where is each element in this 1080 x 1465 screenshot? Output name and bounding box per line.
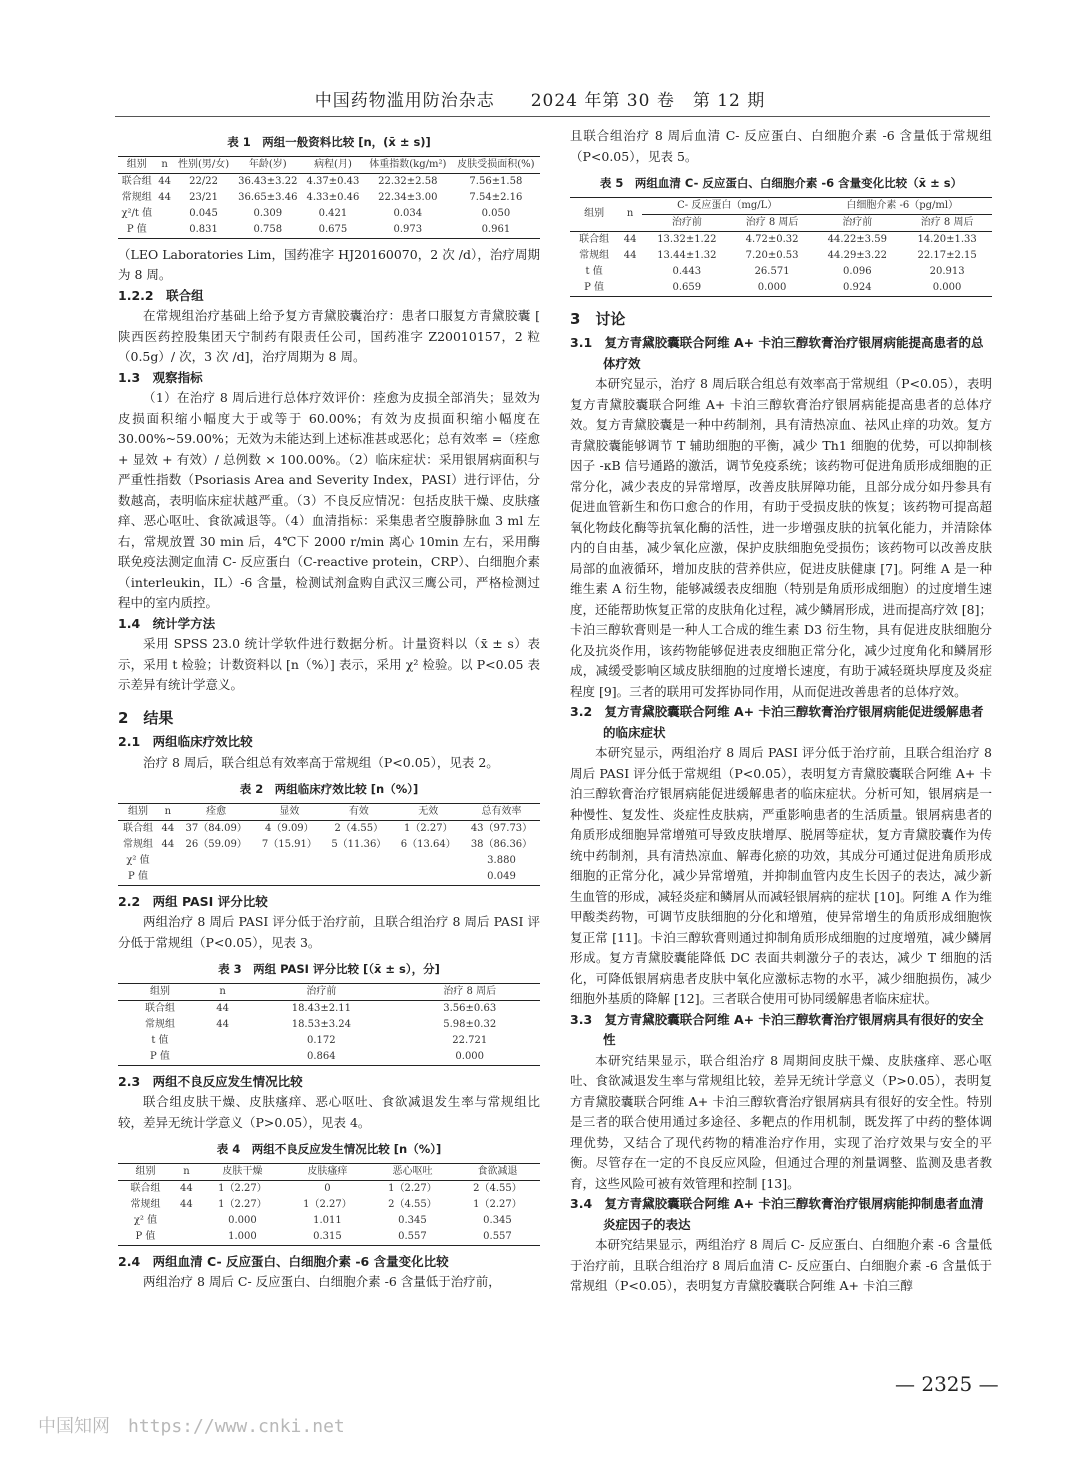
table3 — [118, 983, 540, 1066]
table2-cell — [255, 869, 324, 886]
table1-cell: 4.37±0.43 — [306, 175, 360, 187]
table4-header-cell: 食欲减退 — [477, 1165, 518, 1177]
table3-caption: 表 3 两组 PASI 评分比较 [（x̄ ± s），分] — [218, 962, 440, 976]
table2-cell — [394, 853, 463, 869]
table1-header-cell: n — [161, 158, 168, 170]
table-row — [118, 1180, 540, 1197]
table5-cell: 4.72±0.32 — [745, 233, 799, 245]
para-2-3: 联合组皮肤干燥、皮肤瘙痒、恶心呕吐、食欲减退发生率与常规组比较，差异无统计学意义（P>0.05），见表 4。 — [118, 1094, 540, 1130]
heading-2-2: 2.2 两组 PASI 评分比较 — [118, 893, 268, 909]
table-row — [118, 1213, 540, 1229]
left-column — [118, 126, 540, 1293]
table3-cell: 3.56±0.63 — [443, 1002, 497, 1014]
table5-cell: 7.20±0.53 — [745, 249, 799, 261]
table5-cell: 0.000 — [932, 281, 962, 293]
table5-header-cell: n — [626, 208, 634, 219]
heading-1-3: 1.3 观察指标 — [118, 369, 203, 385]
table2-cell: 44 — [161, 838, 175, 850]
table4-cell: 2（4.55） — [388, 1198, 437, 1210]
table3-cell — [202, 1033, 243, 1049]
table4-cell: 1（2.27） — [303, 1198, 352, 1210]
table4-cell: 0.315 — [313, 1230, 342, 1242]
table1-cell: 22.32±2.58 — [378, 175, 438, 187]
table-row — [118, 173, 540, 190]
table-row — [118, 190, 540, 206]
para-2-1: 治疗 8 周后，联合组总有效率高于常规组（P<0.05），见表 2。 — [143, 754, 499, 770]
table2-cell — [394, 869, 463, 886]
table3-cell: 44 — [216, 1018, 229, 1030]
table2-cell: χ² 值 — [126, 854, 150, 866]
table4-cell: 1.011 — [313, 1214, 342, 1226]
table-row — [118, 869, 540, 886]
table3-header-cell: 治疗 8 周后 — [443, 985, 497, 997]
table3-cell: t 值 — [151, 1034, 169, 1046]
table-row — [118, 820, 540, 837]
table5-group-header: C- 反应蛋白（mg/L） — [642, 197, 812, 214]
table2-cell: 0.049 — [487, 870, 516, 882]
table3-cell: 44 — [216, 1002, 229, 1014]
table5-cell: 联合组 — [579, 233, 610, 245]
table-row — [118, 1000, 540, 1017]
table5-cell: 14.20±1.33 — [917, 233, 977, 245]
table5-header-cell: 治疗 8 周后 — [745, 216, 799, 228]
table3-cell: 0.000 — [455, 1050, 485, 1062]
table1-cell: 常规组 — [121, 191, 152, 203]
table2-header-row — [118, 803, 540, 820]
table5-group-header: 白细胞介素 -6（pg/ml） — [812, 197, 992, 214]
table5-cell: 20.913 — [929, 265, 965, 277]
table5-cell: 44.29±3.22 — [827, 249, 887, 261]
table4-cell — [173, 1229, 200, 1246]
table1-cell: 4.33±0.46 — [306, 191, 360, 203]
heading-3-3: 3.3 复方青黛胶囊联合阿维 A+ 卡泊三醇软膏治疗银屑病具有很好的安全性 — [570, 1011, 984, 1047]
table3-cell: 22.721 — [452, 1034, 488, 1046]
table1-header-cell: 年龄(岁) — [248, 158, 287, 170]
table5-cell: t 值 — [585, 265, 603, 277]
table4-cell: 1（2.27） — [218, 1182, 267, 1194]
para-1-3: （1）在治疗 8 周后进行总体疗效评价：痊愈为皮损全部消失；显效为皮损面积缩小幅度大于或等于 60.00%；有效为皮损面积缩小幅度在 30.00%~59.00%；无效为未能达到上述标准甚或恶化；总有效率 =（痊愈 + 显效 + 有效）/ 总例数 × 100.00%。（2）临床症状：采用银屑病面积与严重性指数（Psoriasis Area and Severity Index，PASI）进行评估，分数越高，表明临床症状越严重。（3）不良反应情况：包括皮肤干燥、皮肤瘙痒、恶心呕吐、食欲减退等。（4）血清指标：采集患者空腹静脉血 3 ml 左右，常规放置 30 min 后，4℃下 2000 r/min 离心 10min 左右，采用酶联免疫法测定血清 C- 反应蛋白（C-reactive protein，CRP）、白细胞介素（interleukin，IL）-6 含量，检测试剂盒购自武汉三鹰公司，严格检测过程中的室内质控。 — [118, 390, 540, 610]
para-3-2: 本研究显示，两组治疗 8 周后 PASI 评分低于治疗前，且联合组治疗 8 周后 PASI 评分低于常规组（P<0.05），表明复方青黛胶囊联合阿维 A+ 卡泊三醇软膏治疗银屑病能促进缓解患者的临床症状。分析可知，银屑病是一种慢性、复发性、炎症性皮肤病，严重影响患者的生活质量。银屑病患者的角质形成细胞异常增殖可导致皮肤增厚、脱屑等症状，复方青黛胶囊作为传统中药制剂，具有清热凉血、解毒化瘀的功效，其成分可通过促进角质形成细胞的正常分化，减少异常增殖，并抑制血管内皮生长因子的表达，减少新生血管的形成，减轻炎症和鳞屑从而减轻银屑病的症状 [10]。阿维 A 作为维甲酸类药物，可调节皮肤细胞的分化和增殖，使异常增生的角质形成细胞恢复正常 [11]。卡泊三醇软膏则通过抑制角质形成细胞的过度增殖，减少鳞屑形成。复方青黛胶囊能降低 DC 表面共刺激分子的表达，减少 T 细胞的活化，可降低银屑病患者皮肤中氧化应激标志物的水平，减少细胞损伤，减少细胞外基质的降解 [12]。三者联合使用可协同缓解患者临床症状。 — [570, 745, 992, 1006]
table2-cell: 6（13.64） — [400, 838, 456, 850]
table-row — [118, 853, 540, 869]
table3-cell: 18.53±3.24 — [291, 1018, 351, 1030]
table4-cell: 0.345 — [483, 1214, 512, 1226]
para-3-4: 本研究结果显示，两组治疗 8 周后 C- 反应蛋白、白细胞介素 -6 含量低于治疗前，且联合组治疗 8 周后血清 C- 反应蛋白、白细胞介素 -6 含量低于常规组（P<0.05），表明复方青黛胶囊联合阿维 A+ 卡泊三醇 — [570, 1237, 992, 1293]
table2-cell: 7（15.91） — [261, 838, 317, 850]
table2-cell — [255, 853, 324, 869]
para-3-1: 本研究显示，治疗 8 周后联合组总有效率高于常规组（P<0.05），表明复方青黛胶囊联合阿维 A+ 卡泊三醇软膏治疗银屑病能提高患者的总体疗效。复方青黛胶囊是一种中药制剂，具有清热凉血、祛风止痒的功效。复方青黛胶囊能够调节 T 辅助细胞的平衡，减少 Th1 细胞的优势，可以抑制核因子 -κB 信号通路的激活，调节免疫系统；该药物可促进角质形成细胞的正常分化，减少表皮的异常增厚，改善皮肤屏障功能，且部分成分如丹参具有促进血管新生和伤口愈合的作用，有助于受损皮肤的恢复；该药物可提高超氧化物歧化酶等抗氧化酶的活性，进一步增强皮肤的抗氧化能力，并清除体内的自由基，减少氧化应激，保护皮肤细胞免受损伤；该药物可以改善皮肤局部的血液循环，增加皮肤的营养供应，促进皮肤健康 [7]。阿维 A 是一种维生素 A 衍生物，能够减缓表皮细胞（特别是角质形成细胞）的过度增生速度，还能帮助恢复正常的皮肤角化过程，减少鳞屑形成，进而提高疗效 [8]；卡泊三醇软膏则是一种人工合成的维生素 D3 衍生物，具有促进皮肤细胞分化及抗炎作用，该药物能够促进表皮细胞正常分化，减少过度角化和鳞屑形成，减缓受影响区域皮肤细胞的过度增长速度，有助于减轻斑块厚度及炎症程度 [9]。三者的联用可发挥协同作用，从而促进改善患者的总体疗效。 — [570, 376, 992, 699]
table4-header-row — [118, 1163, 540, 1180]
table3-header-row — [118, 983, 540, 1000]
table3-cell: 18.43±2.11 — [291, 1002, 351, 1014]
table2-cell: 44 — [161, 822, 175, 834]
table5-cell: 22.17±2.15 — [917, 249, 977, 261]
table1-cell: P 值 — [126, 223, 147, 235]
table5-cell: 44.22±3.59 — [827, 233, 887, 245]
table1-cell: 0.421 — [318, 207, 348, 219]
heading-1-2-2: 1.2.2 联合组 — [118, 287, 204, 303]
heading-2: 2 结果 — [118, 708, 174, 727]
table-row — [118, 1017, 540, 1033]
table3-header-cell: 组别 — [149, 985, 170, 997]
table2-cell: 43（97.73） — [470, 822, 533, 834]
table2-header-cell: n — [164, 805, 172, 817]
para-2-2: 两组治疗 8 周后 PASI 评分低于治疗前，且联合组治疗 8 周后 PASI 评分低于常规组（P<0.05），见表 3。 — [118, 914, 540, 950]
table-row — [570, 248, 992, 264]
table2-header-cell: 总有效率 — [481, 805, 522, 817]
table3-cell: 0.864 — [307, 1050, 336, 1062]
table4-caption: 表 4 两组不良反应发生情况比较 [n（%）] — [216, 1142, 442, 1156]
table2-cell: 26（59.09） — [185, 838, 247, 850]
table5-cell: 0.000 — [757, 281, 787, 293]
table4-cell: 0.000 — [228, 1214, 257, 1226]
table2-header-cell: 无效 — [418, 805, 439, 817]
header-rule — [115, 116, 990, 117]
table-row — [570, 231, 992, 248]
table1-cell: 0.309 — [253, 207, 283, 219]
table5-cell — [618, 264, 642, 280]
table4 — [118, 1163, 540, 1246]
table5-cell: 0.096 — [842, 265, 872, 277]
table1-header-cell: 组别 — [126, 158, 147, 170]
table4-header-cell: 皮肤瘙痒 — [307, 1165, 348, 1177]
table4-cell: P 值 — [135, 1230, 156, 1242]
table1-cell — [156, 206, 174, 222]
journal-header: 中国药物滥用防治杂志 2024 年第 30 卷 第 12 期 — [314, 91, 766, 111]
table2-cell: 38（86.36） — [470, 838, 533, 850]
table2-cell — [158, 869, 178, 886]
table5-cell: 13.44±1.32 — [657, 249, 717, 261]
table5-cell: P 值 — [584, 281, 605, 293]
table4-cell: 联合组 — [130, 1182, 161, 1194]
table1-cell — [156, 222, 174, 239]
table1-cell: 0.675 — [318, 223, 348, 235]
table1-cell: 联合组 — [121, 175, 152, 187]
table2-cell: 4（9.09） — [265, 822, 314, 834]
table4-header-cell: 皮肤干燥 — [222, 1165, 263, 1177]
table2-cell — [324, 869, 393, 886]
table2-cell: 37（84.09） — [185, 822, 247, 834]
heading-3: 3 讨论 — [570, 309, 626, 328]
table1-header-cell: 性别(男/女) — [178, 158, 230, 170]
table1-cell: 36.65±3.46 — [238, 191, 298, 203]
table4-cell: 常规组 — [130, 1198, 161, 1210]
table5-header-cell: 治疗前 — [842, 216, 873, 228]
para-1-2-2: 在常规组治疗基础上给予复方青黛胶囊治疗：患者口服复方青黛胶囊 [ 陕西医药控股集团天宁制药有限责任公司，国药准字 Z20010157，2 粒（0.5g）/ 次，3 次 /d]，治疗周期为 8 周。 — [118, 308, 540, 364]
heading-1-4: 1.4 统计学方法 — [118, 615, 216, 631]
table1-cell: 22.34±3.00 — [378, 191, 438, 203]
table1-cell: χ²/t 值 — [121, 207, 153, 219]
table4-cell: 1（2.27） — [388, 1182, 437, 1194]
table4-cell: 0 — [324, 1182, 331, 1194]
table2-header-cell: 痊愈 — [206, 805, 227, 817]
table3-cell: P 值 — [150, 1050, 170, 1062]
table3-header-cell: 治疗前 — [306, 985, 337, 997]
table1-cell: 36.43±3.22 — [238, 175, 298, 187]
table1-cell: 7.56±1.58 — [469, 175, 523, 187]
table5-header-cell: 治疗前 — [671, 216, 702, 228]
table-row — [570, 264, 992, 280]
para-1-4: 采用 SPSS 23.0 统计学软件进行数据分析。计量资料以（x̄ ± s）表示，采用 t 检验；计数资料以 [n（%）] 表示，采用 χ² 检验。以 P<0.05 表示差异有统计学意义。 — [118, 636, 540, 692]
table4-cell: 44 — [180, 1182, 193, 1194]
watermark: 中国知网 https://www.cnki.net — [38, 1416, 345, 1437]
table1-cell: 44 — [158, 175, 171, 187]
table5-caption: 表 5 两组血清 C- 反应蛋白、白细胞介素 -6 含量变化比较（x̄ ± s） — [599, 176, 963, 190]
table2-cell: 1（2.27） — [403, 822, 453, 834]
table2-cell: 3.880 — [487, 854, 516, 866]
table4-header-cell: 组别 — [135, 1165, 156, 1177]
table3-cell — [202, 1049, 243, 1066]
table1-cell: 22/22 — [189, 175, 218, 187]
heading-3-4: 3.4 复方青黛胶囊联合阿维 A+ 卡泊三醇软膏治疗银屑病能抑制患者血清炎症因子的表达 — [570, 1196, 984, 1232]
table5-cell: 44 — [623, 249, 637, 261]
table2-header-cell: 显效 — [279, 805, 300, 817]
para-2-4: 两组治疗 8 周后 C- 反应蛋白、白细胞介素 -6 含量低于治疗前， — [143, 1274, 501, 1289]
table-row — [118, 1033, 540, 1049]
table4-cell: 1（2.27） — [473, 1198, 522, 1210]
table2-cell — [178, 869, 255, 886]
table1-cell: 0.050 — [481, 207, 511, 219]
table5-cell — [618, 280, 642, 297]
table1-cell: 0.034 — [393, 207, 423, 219]
table3-cell: 0.172 — [307, 1034, 336, 1046]
table5-cell: 26.571 — [754, 265, 790, 277]
table4-cell: 2（4.55） — [473, 1182, 522, 1194]
table5-header-cell: 治疗 8 周后 — [920, 216, 974, 228]
table-row — [118, 1229, 540, 1246]
table1-cell: 0.831 — [189, 223, 218, 235]
table5-cell: 44 — [623, 233, 637, 245]
table1-header-cell: 皮肤受损面积(%) — [457, 158, 535, 170]
table5-cell: 13.32±1.22 — [657, 233, 717, 245]
table1-header-cell: 体重指数(kg/m²) — [369, 158, 447, 170]
table1-cell: 7.54±2.16 — [469, 191, 523, 203]
table4-cell: 0.557 — [483, 1230, 512, 1242]
table5 — [570, 197, 992, 297]
table1-header-row — [118, 156, 540, 173]
table3-header-cell: n — [219, 985, 226, 997]
table-row — [118, 837, 540, 853]
table-row — [118, 222, 540, 239]
heading-2-3: 2.3 两组不良反应发生情况比较 — [118, 1073, 303, 1089]
table4-cell: 0.557 — [398, 1230, 427, 1242]
table4-cell: χ² 值 — [133, 1214, 158, 1226]
table5-cell: 常规组 — [579, 249, 610, 261]
table4-cell: 44 — [180, 1198, 193, 1210]
para-2-4-cont: 且联合组治疗 8 周后血清 C- 反应蛋白、白细胞介素 -6 含量低于常规组（P<0.05），见表 5。 — [570, 128, 992, 164]
table2-cell: 常规组 — [123, 838, 153, 850]
table1-cell: 0.045 — [189, 207, 218, 219]
table1-cell: 0.758 — [253, 223, 283, 235]
table1 — [118, 156, 540, 239]
table2-cell: 联合组 — [123, 822, 153, 834]
table1-header-cell: 病程(月) — [314, 158, 352, 170]
heading-3-1: 3.1 复方青黛胶囊联合阿维 A+ 卡泊三醇软膏治疗银屑病能提高患者的总体疗效 — [570, 335, 984, 371]
heading-2-4: 2.4 两组血清 C- 反应蛋白、白细胞介素 -6 含量变化比较 — [118, 1253, 449, 1269]
para-3-3: 本研究结果显示，联合组治疗 8 周期间皮肤干燥、皮肤瘙痒、恶心呕吐、食欲减退发生率与常规组比较，差异无统计学意义（P>0.05），表明复方青黛胶囊联合阿维 A+ 卡泊三醇软膏治疗银屑病具有很好的安全性。特别是三者的联合使用通过多途径、多靶点的作用机制，既发挥了中药的整体调理优势，又结合了现代药物的精准治疗作用，实现了治疗效果与安全的平衡。尽管存在一定的不良反应风险，但通过合理的剂量调整、监测及患者教育，这些风险可被有效管理和控制 [13]。 — [570, 1052, 992, 1191]
table3-cell: 常规组 — [144, 1018, 175, 1030]
table4-cell: 1.000 — [228, 1230, 257, 1242]
table2-cell: 5（11.36） — [331, 838, 387, 850]
table3-cell: 5.98±0.32 — [443, 1018, 497, 1030]
table1-cell: 0.961 — [481, 223, 511, 235]
table2 — [118, 803, 540, 886]
table5-cell: 0.924 — [842, 281, 872, 293]
para-leo: （LEO Laboratories Lim，国药准字 HJ20160070，2 次 /d），治疗周期为 8 周。 — [118, 246, 540, 282]
page-number: — 2325 — — [895, 1372, 999, 1396]
heading-2-1: 2.1 两组临床疗效比较 — [118, 734, 253, 749]
table4-header-cell: n — [183, 1165, 190, 1177]
table4-cell: 0.345 — [398, 1214, 427, 1226]
table-row — [118, 1197, 540, 1213]
table5-cell: 0.659 — [672, 281, 702, 293]
table2-header-cell: 有效 — [348, 805, 369, 817]
table-row — [570, 280, 992, 297]
table-row — [118, 206, 540, 222]
table1-cell: 0.973 — [393, 223, 423, 235]
table-row — [118, 1049, 540, 1066]
table4-cell: 1（2.27） — [218, 1198, 267, 1210]
table1-cell: 44 — [158, 191, 171, 203]
table1-cell: 23/21 — [189, 191, 218, 203]
table2-cell — [178, 853, 255, 869]
table4-header-cell: 恶心呕吐 — [392, 1165, 433, 1177]
table2-caption: 表 2 两组临床疗效比较 [n（%）] — [239, 782, 419, 796]
table2-cell — [158, 853, 178, 869]
table2-cell — [324, 853, 393, 869]
table2-cell: 2（4.55） — [334, 822, 384, 834]
table1-caption: 表 1 两组一般资料比较 [n，(x̄ ± s)] — [227, 135, 431, 149]
table3-cell: 联合组 — [144, 1002, 175, 1014]
right-column — [570, 126, 992, 1297]
heading-3-2: 3.2 复方青黛胶囊联合阿维 A+ 卡泊三醇软膏治疗银屑病能促进缓解患者的临床症状 — [570, 704, 984, 740]
table2-header-cell: 组别 — [128, 805, 148, 817]
table5-cell: 0.443 — [672, 265, 702, 277]
table5-header-cell: 组别 — [584, 208, 605, 219]
table2-cell: P 值 — [128, 870, 148, 882]
table4-cell — [173, 1213, 200, 1229]
